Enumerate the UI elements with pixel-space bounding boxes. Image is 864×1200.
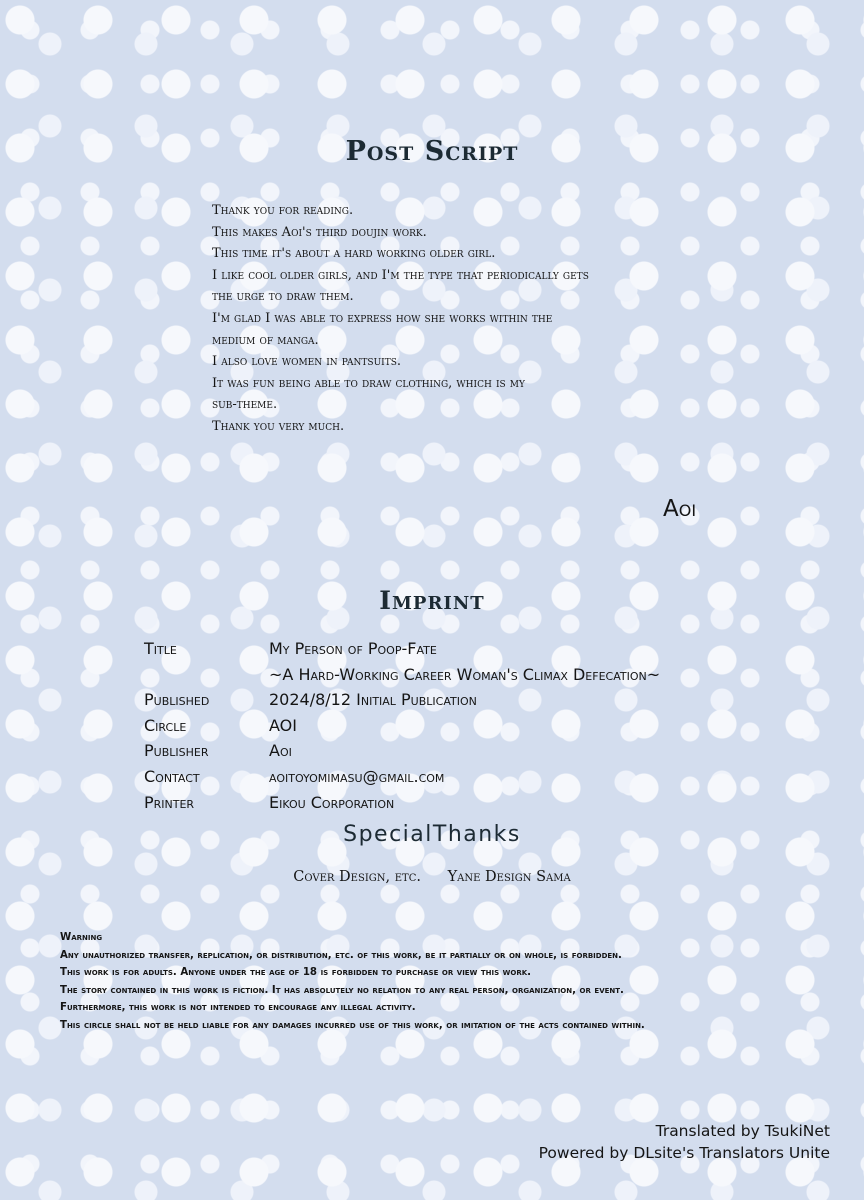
- warning-line: Any unauthorized transfer, replication, or distribution, etc. of this work, be it partially or on whole, is forbidden.: [60, 949, 622, 961]
- imprint-row: [144, 764, 804, 790]
- imprint-value: Aoi: [269, 741, 292, 761]
- special-thanks-title: SpecialThanks: [343, 822, 521, 847]
- imprint-row: [144, 713, 804, 739]
- imprint-value: My Person of Poop-Fate: [269, 639, 437, 658]
- imprint-table: [144, 636, 804, 815]
- imprint-key: [144, 662, 269, 688]
- postscript-line: It was fun being able to draw clothing, which is my: [212, 375, 525, 391]
- translation-credits: [539, 1120, 830, 1164]
- warning-line: This circle shall not be held liable for any damages incurred use of this work, or imitation of the acts contained within.: [60, 1019, 645, 1031]
- imprint-key: Title: [144, 639, 177, 658]
- special-thanks-role: Cover Design, etc.: [293, 869, 421, 885]
- imprint-key: Printer: [144, 792, 195, 812]
- platform-credit: Powered by DLsite's Translators Unite: [538, 1144, 830, 1162]
- postscript-line: This time it's about a hard working older girl.: [212, 246, 496, 262]
- imprint-row: [144, 662, 804, 688]
- translator-credit: Translated by TsukiNet: [655, 1122, 830, 1140]
- postscript-line: sub-theme.: [212, 397, 278, 413]
- warning-line: Furthermore, this work is not intended to encourage any illegal activity.: [60, 1002, 416, 1014]
- postscript-line: I'm glad I was able to express how she works within the: [212, 310, 553, 326]
- imprint-title: Imprint: [379, 586, 485, 615]
- postscript-line: Thank you very much.: [212, 418, 345, 434]
- special-thanks-name: Yane Design Sama: [447, 869, 571, 885]
- postscript-body: [212, 200, 692, 438]
- imprint-value: AOI: [269, 715, 297, 735]
- imprint-row: [144, 687, 804, 713]
- imprint-row: [144, 790, 804, 816]
- warning-line: The story contained in this work is fiction. It has absolutely no relation to any real person, organization, or event.: [60, 984, 624, 996]
- postscript-line: the urge to draw them.: [212, 289, 354, 305]
- imprint-value: Eikou Corporation: [269, 792, 395, 812]
- postscript-line: I like cool older girls, and I'm the type that periodically gets: [212, 267, 589, 283]
- imprint-key: Contact: [144, 766, 200, 786]
- postscript-line: I also love women in pantsuits.: [212, 354, 402, 370]
- imprint-value: ~A Hard-Working Career Woman's Climax Defecation~: [269, 664, 661, 684]
- postscript-line: This makes Aoi's third doujin work.: [212, 224, 427, 240]
- warning-title: Warning: [60, 932, 103, 943]
- postscript-line: Thank you for reading.: [212, 203, 354, 218]
- imprint-value: aoitoyomimasu@gmail.com: [269, 766, 445, 786]
- author-signature: Aoi: [663, 496, 697, 522]
- imprint-row: [144, 738, 804, 764]
- postscript-line: medium of manga.: [212, 332, 319, 348]
- imprint-value: 2024/8/12 Initial Publication: [269, 690, 477, 710]
- imprint-key: Published: [144, 690, 210, 710]
- imprint-key: Publisher: [144, 741, 209, 761]
- warning-block: [60, 929, 840, 1035]
- special-thanks-line: [0, 869, 864, 885]
- warning-line: This work is for adults. Anyone under the age of 18 is forbidden to purchase or view this work.: [60, 967, 532, 979]
- imprint-key: Circle: [144, 715, 187, 735]
- imprint-row: [144, 636, 804, 662]
- postscript-title: Post Script: [345, 136, 519, 167]
